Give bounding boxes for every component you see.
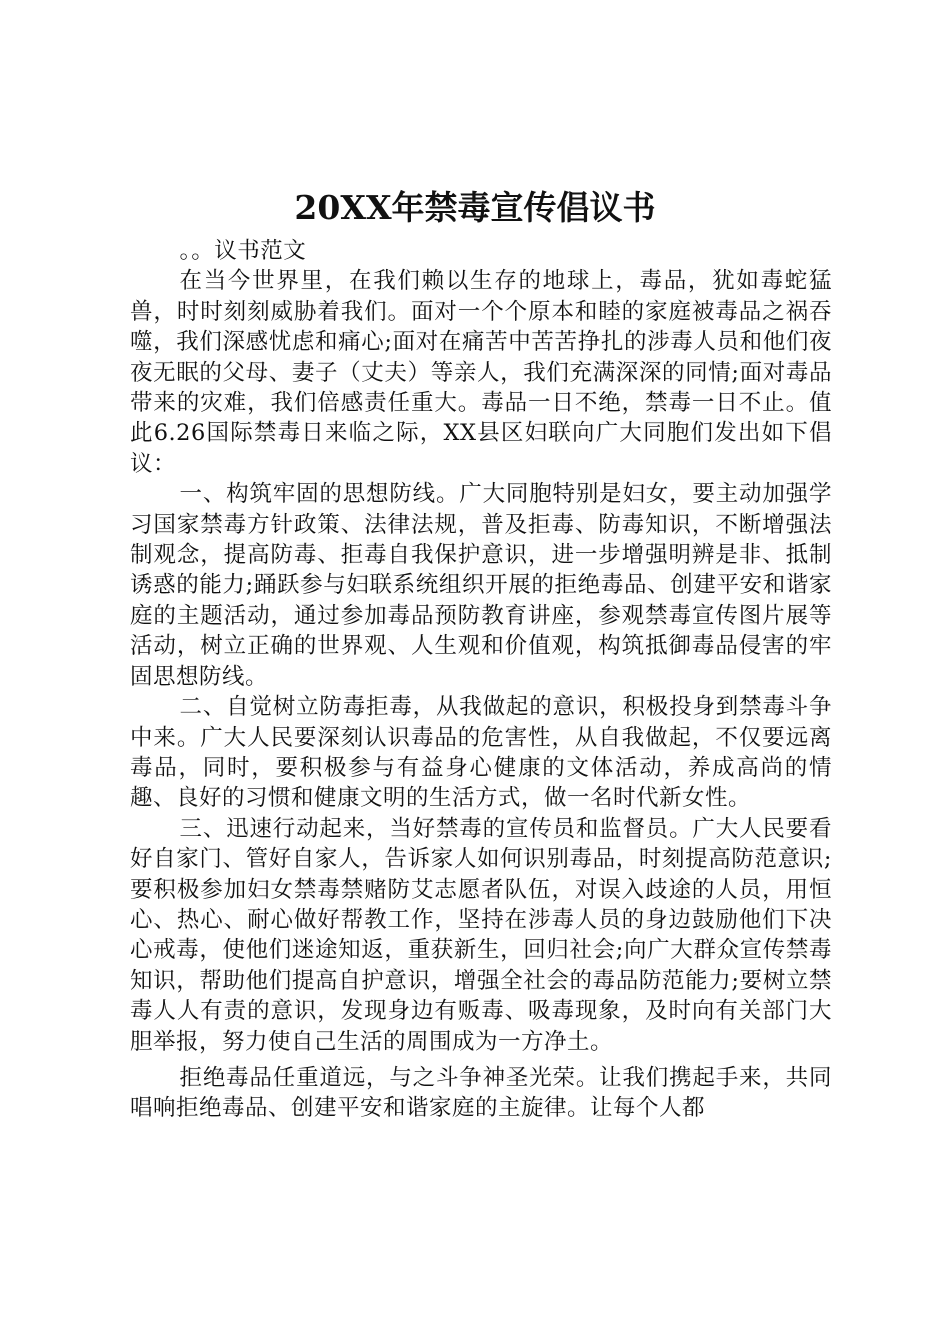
paragraph-closing: 拒绝毒品任重道远，与之斗争神圣光荣。让我们携起手来，共同唱响拒绝毒品、创建平安和谐家庭的主旋律。让每个人都 (130, 1064, 832, 1122)
paragraph-point-1: 一、构筑牢固的思想防线。广大同胞特别是妇女，要主动加强学习国家禁毒方针政策、法律法规，普及拒毒、防毒知识，不断增强法制观念，提高防毒、拒毒自我保护意识，进一步增强明辨是非、抵制诱惑的能力;踊跃参与妇联系统组织开展的拒绝毒品、创建平安和谐家庭的主题活动，通过参加毒品预防教育讲座，参观禁毒宣传图片展等活动，树立正确的世界观、人生观和价值观，构筑抵御毒品侵害的牢固思想防线。 (130, 481, 832, 690)
paragraph-point-3: 三、迅速行动起来，当好禁毒的宣传员和监督员。广大人民要看好自家门、管好自家人，告诉家人如何识别毒品，时刻提高防范意识;要积极参加妇女禁毒禁赌防艾志愿者队伍，对误入歧途的人员，用恒心、热心、耐心做好帮教工作，坚持在涉毒人员的身边鼓励他们下决心戒毒，使他们迷途知返，重获新生，回归社会;向广大群众宣传禁毒知识，帮助他们提高自护意识，增强全社会的毒品防范能力;要树立禁毒人人有责的意识，发现身边有贩毒、吸毒现象，及时向有关部门大胆举报，努力使自己生活的周围成为一方净土。 (130, 815, 832, 1055)
document-body (130, 236, 832, 1124)
paragraph-point-2: 二、自觉树立防毒拒毒，从我做起的意识，积极投身到禁毒斗争中来。广大人民要深刻认识毒品的危害性，从自我做起，不仅要远离毒品，同时，要积极参与有益身心健康的文体活动，养成高尚的情趣、良好的习惯和健康文明的生活方式，做一名时代新女性。 (130, 694, 832, 812)
paragraph-intro: 在当今世界里，在我们赖以生存的地球上，毒品，犹如毒蛇猛兽，时时刻刻威胁着我们。面对一个个原本和睦的家庭被毒品之祸吞噬，我们深感忧虑和痛心;面对在痛苦中苦苦挣扎的涉毒人员和他们夜夜无眠的父母、妻子（丈夫）等亲人，我们充满深深的同情;面对毒品带来的灾难，我们倍感责任重大。毒品一日不绝，禁毒一日不止。值此6.26国际禁毒日来临之际，XX县区妇联向广大同胞们发出如下倡议： (130, 268, 832, 477)
subheading: 。。议书范文 (179, 238, 307, 264)
document-title: 20XX年禁毒宣传倡议书 (294, 188, 656, 227)
